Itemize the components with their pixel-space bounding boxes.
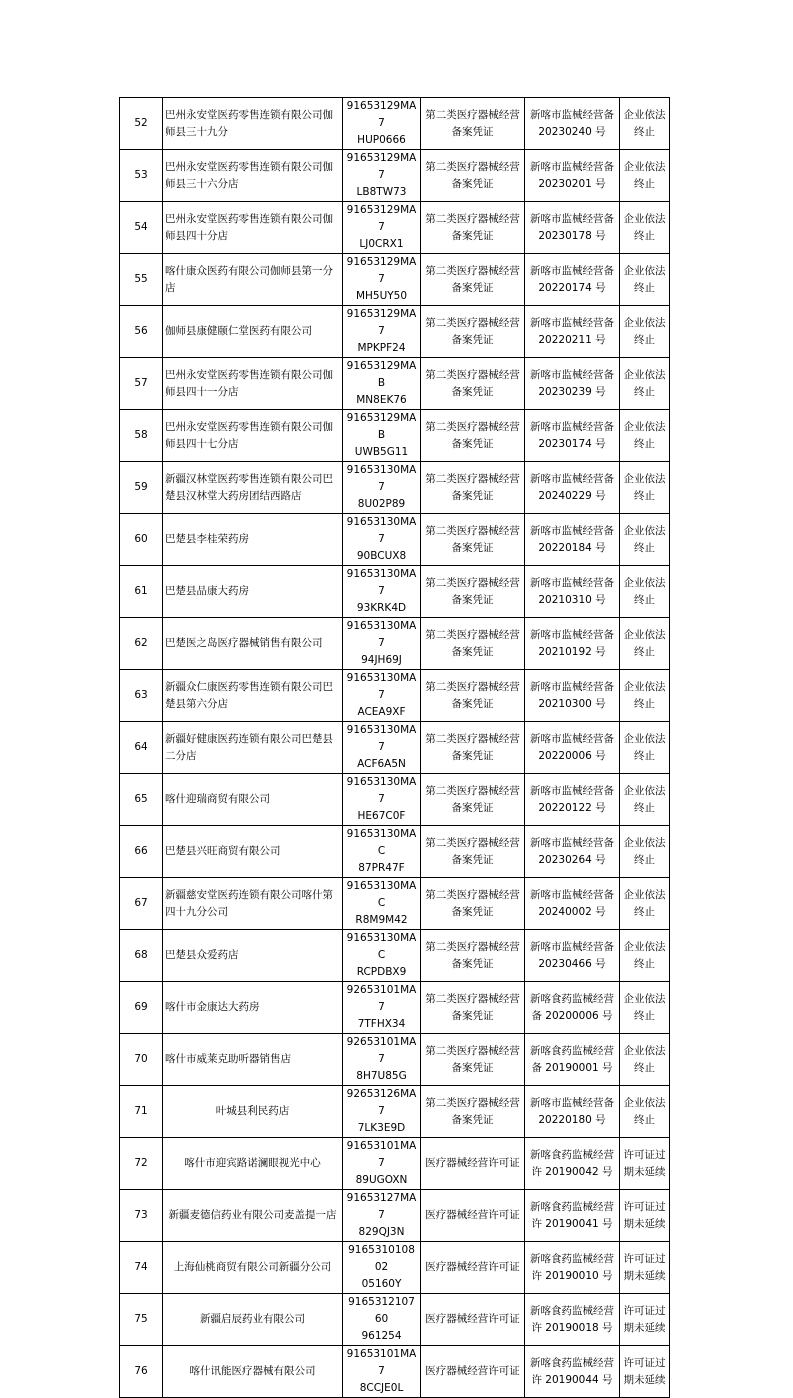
enterprise-name: 新疆好健康医药连锁有限公司巴楚县 二分店 (163, 722, 343, 774)
table-row (120, 150, 670, 202)
cancellation-reason: 企业依法 终止 (620, 878, 670, 930)
credit-code: 91653130MAC R8M9M42 (343, 878, 421, 930)
certificate-type: 医疗器械经营许可证 (421, 1242, 525, 1294)
enterprise-name: 巴州永安堂医药零售连锁有限公司伽 师县四十一分店 (163, 358, 343, 410)
credit-code: 91653129MA7 LB8TW73 (343, 150, 421, 202)
enterprise-name: 喀什市迎宾路诺澜眼视光中心 (163, 1138, 343, 1190)
cancellation-reason: 许可证过 期未延续 (620, 1346, 670, 1398)
enterprise-name: 巴楚医之岛医疗器械销售有限公司 (163, 618, 343, 670)
cancellation-reason: 企业依法 终止 (620, 930, 670, 982)
credit-code: 91653130MA7 94JH69J (343, 618, 421, 670)
table-row (120, 1242, 670, 1294)
enterprise-name: 巴州永安堂医药零售连锁有限公司伽 师县四十七分店 (163, 410, 343, 462)
enterprise-name: 喀什讯能医疗器械有限公司 (163, 1346, 343, 1398)
cancellation-reason: 企业依法 终止 (620, 670, 670, 722)
table-row (120, 1138, 670, 1190)
certificate-type: 第二类医疗器械经营 备案凭证 (421, 150, 525, 202)
certificate-number: 新喀市监械经营备 20230178 号 (525, 202, 620, 254)
cancellation-reason: 企业依法 终止 (620, 150, 670, 202)
table-row (120, 410, 670, 462)
credit-code: 91653129MA7 HUP0666 (343, 98, 421, 150)
cancellation-reason: 许可证过 期未延续 (620, 1138, 670, 1190)
enterprise-name: 新疆麦德信药业有限公司麦盖提一店 (163, 1190, 343, 1242)
credit-code: 91653129MA7 MH5UY50 (343, 254, 421, 306)
row-number: 55 (120, 254, 163, 306)
enterprise-name: 喀什康众医药有限公司伽师县第一分 店 (163, 254, 343, 306)
row-number: 58 (120, 410, 163, 462)
certificate-type: 第二类医疗器械经营 备案凭证 (421, 722, 525, 774)
certificate-type: 医疗器械经营许可证 (421, 1346, 525, 1398)
enterprise-name: 喀什迎瑞商贸有限公司 (163, 774, 343, 826)
certificate-number: 新喀市监械经营备 20230174 号 (525, 410, 620, 462)
credit-code: 91653130MAC RCPDBX9 (343, 930, 421, 982)
table-row (120, 878, 670, 930)
credit-code: 91653130MA7 8U02P89 (343, 462, 421, 514)
row-number: 67 (120, 878, 163, 930)
credit-code: 91653130MAC 87PR47F (343, 826, 421, 878)
enterprise-name: 巴州永安堂医药零售连锁有限公司伽 师县三十九分 (163, 98, 343, 150)
row-number: 69 (120, 982, 163, 1034)
certificate-number: 新喀市监械经营备 20220211 号 (525, 306, 620, 358)
table-row (120, 358, 670, 410)
table-row (120, 982, 670, 1034)
enterprise-name: 新疆慈安堂医药连锁有限公司喀什第 四十九分公司 (163, 878, 343, 930)
cancellation-reason: 企业依法 终止 (620, 98, 670, 150)
credit-code: 92653126MA7 7LK3E9D (343, 1086, 421, 1138)
credit-code: 91653101MA7 89UGOXN (343, 1138, 421, 1190)
enterprise-name: 伽师县康健颐仁堂医药有限公司 (163, 306, 343, 358)
table-row (120, 1086, 670, 1138)
certificate-number: 新喀食药监械经营 备 20190001 号 (525, 1034, 620, 1086)
cancellation-reason: 企业依法 终止 (620, 254, 670, 306)
credit-code: 91653129MAB UWB5G11 (343, 410, 421, 462)
enterprise-name: 巴州永安堂医药零售连锁有限公司伽 师县四十分店 (163, 202, 343, 254)
table-row (120, 1034, 670, 1086)
cancellation-reason: 企业依法 终止 (620, 722, 670, 774)
table-row (120, 462, 670, 514)
certificate-number: 新喀市监械经营备 20240229 号 (525, 462, 620, 514)
cancellation-reason: 许可证过 期未延续 (620, 1190, 670, 1242)
certificate-number: 新喀市监械经营备 20230264 号 (525, 826, 620, 878)
certificate-number: 新喀市监械经营备 20230201 号 (525, 150, 620, 202)
enterprise-name: 叶城县利民药店 (163, 1086, 343, 1138)
credit-code: 91653129MA7 MPKPF24 (343, 306, 421, 358)
cancellation-reason: 企业依法 终止 (620, 410, 670, 462)
credit-code: 916531010802 05160Y (343, 1242, 421, 1294)
certificate-type: 第二类医疗器械经营 备案凭证 (421, 462, 525, 514)
row-number: 70 (120, 1034, 163, 1086)
certificate-number: 新喀食药监械经营 许 20190010 号 (525, 1242, 620, 1294)
row-number: 57 (120, 358, 163, 410)
row-number: 56 (120, 306, 163, 358)
cancellation-reason: 企业依法 终止 (620, 462, 670, 514)
certificate-type: 第二类医疗器械经营 备案凭证 (421, 826, 525, 878)
credit-code: 92653101MA7 8H7U85G (343, 1034, 421, 1086)
table-row (120, 930, 670, 982)
certificate-type: 第二类医疗器械经营 备案凭证 (421, 1034, 525, 1086)
credit-code: 916531210760 961254 (343, 1294, 421, 1346)
cancellation-reason: 许可证过 期未延续 (620, 1242, 670, 1294)
credit-code: 91653130MA7 ACEA9XF (343, 670, 421, 722)
enterprise-table (119, 97, 670, 1398)
certificate-number: 新喀市监械经营备 20230240 号 (525, 98, 620, 150)
row-number: 65 (120, 774, 163, 826)
row-number: 62 (120, 618, 163, 670)
certificate-type: 第二类医疗器械经营 备案凭证 (421, 618, 525, 670)
certificate-number: 新喀市监械经营备 20220184 号 (525, 514, 620, 566)
row-number: 61 (120, 566, 163, 618)
cancellation-reason: 企业依法 终止 (620, 1034, 670, 1086)
table-row (120, 774, 670, 826)
table-row (120, 722, 670, 774)
certificate-type: 第二类医疗器械经营 备案凭证 (421, 98, 525, 150)
cancellation-reason: 企业依法 终止 (620, 202, 670, 254)
cancellation-reason: 许可证过 期未延续 (620, 1294, 670, 1346)
certificate-number: 新喀市监械经营备 20210310 号 (525, 566, 620, 618)
enterprise-name: 巴楚县李桂荣药房 (163, 514, 343, 566)
credit-code: 92653101MA7 7TFHX34 (343, 982, 421, 1034)
certificate-number: 新喀食药监械经营 许 20190041 号 (525, 1190, 620, 1242)
enterprise-name: 巴楚县兴旺商贸有限公司 (163, 826, 343, 878)
row-number: 60 (120, 514, 163, 566)
credit-code: 91653129MAB MN8EK76 (343, 358, 421, 410)
credit-code: 91653130MA7 93KRK4D (343, 566, 421, 618)
row-number: 74 (120, 1242, 163, 1294)
cancellation-reason: 企业依法 终止 (620, 358, 670, 410)
enterprise-name: 新疆众仁康医药零售连锁有限公司巴 楚县第六分店 (163, 670, 343, 722)
credit-code: 91653130MA7 ACF6A5N (343, 722, 421, 774)
credit-code: 91653129MA7 LJ0CRX1 (343, 202, 421, 254)
row-number: 59 (120, 462, 163, 514)
table-row (120, 1190, 670, 1242)
certificate-number: 新喀市监械经营备 20220180 号 (525, 1086, 620, 1138)
certificate-type: 医疗器械经营许可证 (421, 1190, 525, 1242)
enterprise-name: 喀什市金康达大药房 (163, 982, 343, 1034)
row-number: 63 (120, 670, 163, 722)
table-row (120, 566, 670, 618)
credit-code: 91653101MA7 8CCJE0L (343, 1346, 421, 1398)
enterprise-name: 巴楚县众爱药店 (163, 930, 343, 982)
cancellation-reason: 企业依法 终止 (620, 774, 670, 826)
row-number: 66 (120, 826, 163, 878)
certificate-type: 第二类医疗器械经营 备案凭证 (421, 1086, 525, 1138)
certificate-number: 新喀食药监械经营 备 20200006 号 (525, 982, 620, 1034)
certificate-type: 第二类医疗器械经营 备案凭证 (421, 566, 525, 618)
table-row (120, 618, 670, 670)
certificate-type: 第二类医疗器械经营 备案凭证 (421, 254, 525, 306)
certificate-number: 新喀市监械经营备 20240002 号 (525, 878, 620, 930)
table-row (120, 254, 670, 306)
row-number: 71 (120, 1086, 163, 1138)
certificate-type: 第二类医疗器械经营 备案凭证 (421, 202, 525, 254)
table-row (120, 826, 670, 878)
certificate-type: 医疗器械经营许可证 (421, 1294, 525, 1346)
credit-code: 91653130MA7 90BCUX8 (343, 514, 421, 566)
table-row (120, 670, 670, 722)
cancellation-reason: 企业依法 终止 (620, 514, 670, 566)
table-row (120, 202, 670, 254)
certificate-type: 第二类医疗器械经营 备案凭证 (421, 982, 525, 1034)
row-number: 64 (120, 722, 163, 774)
row-number: 54 (120, 202, 163, 254)
cancellation-reason: 企业依法 终止 (620, 982, 670, 1034)
certificate-type: 第二类医疗器械经营 备案凭证 (421, 930, 525, 982)
certificate-number: 新喀市监械经营备 20220174 号 (525, 254, 620, 306)
credit-code: 91653127MA7 829QJ3N (343, 1190, 421, 1242)
row-number: 68 (120, 930, 163, 982)
certificate-type: 第二类医疗器械经营 备案凭证 (421, 670, 525, 722)
certificate-number: 新喀市监械经营备 20220006 号 (525, 722, 620, 774)
certificate-type: 第二类医疗器械经营 备案凭证 (421, 358, 525, 410)
enterprise-name: 巴楚县品康大药房 (163, 566, 343, 618)
cancellation-reason: 企业依法 终止 (620, 566, 670, 618)
table-row (120, 306, 670, 358)
certificate-number: 新喀市监械经营备 20230466 号 (525, 930, 620, 982)
certificate-number: 新喀食药监械经营 许 20190044 号 (525, 1346, 620, 1398)
cancellation-reason: 企业依法 终止 (620, 1086, 670, 1138)
row-number: 75 (120, 1294, 163, 1346)
row-number: 52 (120, 98, 163, 150)
enterprise-name: 喀什市威莱克助听器销售店 (163, 1034, 343, 1086)
certificate-type: 第二类医疗器械经营 备案凭证 (421, 774, 525, 826)
table-row (120, 1294, 670, 1346)
certificate-type: 第二类医疗器械经营 备案凭证 (421, 306, 525, 358)
cancellation-reason: 企业依法 终止 (620, 826, 670, 878)
table-row (120, 514, 670, 566)
certificate-number: 新喀市监械经营备 20210192 号 (525, 618, 620, 670)
table-body (120, 98, 670, 1398)
certificate-number: 新喀食药监械经营 许 20190042 号 (525, 1138, 620, 1190)
certificate-number: 新喀市监械经营备 20220122 号 (525, 774, 620, 826)
cancellation-reason: 企业依法 终止 (620, 306, 670, 358)
row-number: 76 (120, 1346, 163, 1398)
certificate-number: 新喀食药监械经营 许 20190018 号 (525, 1294, 620, 1346)
certificate-number: 新喀市监械经营备 20210300 号 (525, 670, 620, 722)
certificate-number: 新喀市监械经营备 20230239 号 (525, 358, 620, 410)
cancellation-reason: 企业依法 终止 (620, 618, 670, 670)
certificate-type: 第二类医疗器械经营 备案凭证 (421, 514, 525, 566)
table-row (120, 98, 670, 150)
certificate-type: 医疗器械经营许可证 (421, 1138, 525, 1190)
certificate-type: 第二类医疗器械经营 备案凭证 (421, 878, 525, 930)
row-number: 72 (120, 1138, 163, 1190)
enterprise-name: 巴州永安堂医药零售连锁有限公司伽 师县三十六分店 (163, 150, 343, 202)
enterprise-name: 上海仙桃商贸有限公司新疆分公司 (163, 1242, 343, 1294)
enterprise-name: 新疆汉林堂医药零售连锁有限公司巴 楚县汉林堂大药房团结西路店 (163, 462, 343, 514)
row-number: 53 (120, 150, 163, 202)
enterprise-name: 新疆启辰药业有限公司 (163, 1294, 343, 1346)
row-number: 73 (120, 1190, 163, 1242)
certificate-type: 第二类医疗器械经营 备案凭证 (421, 410, 525, 462)
credit-code: 91653130MA7 HE67C0F (343, 774, 421, 826)
table-row (120, 1346, 670, 1398)
